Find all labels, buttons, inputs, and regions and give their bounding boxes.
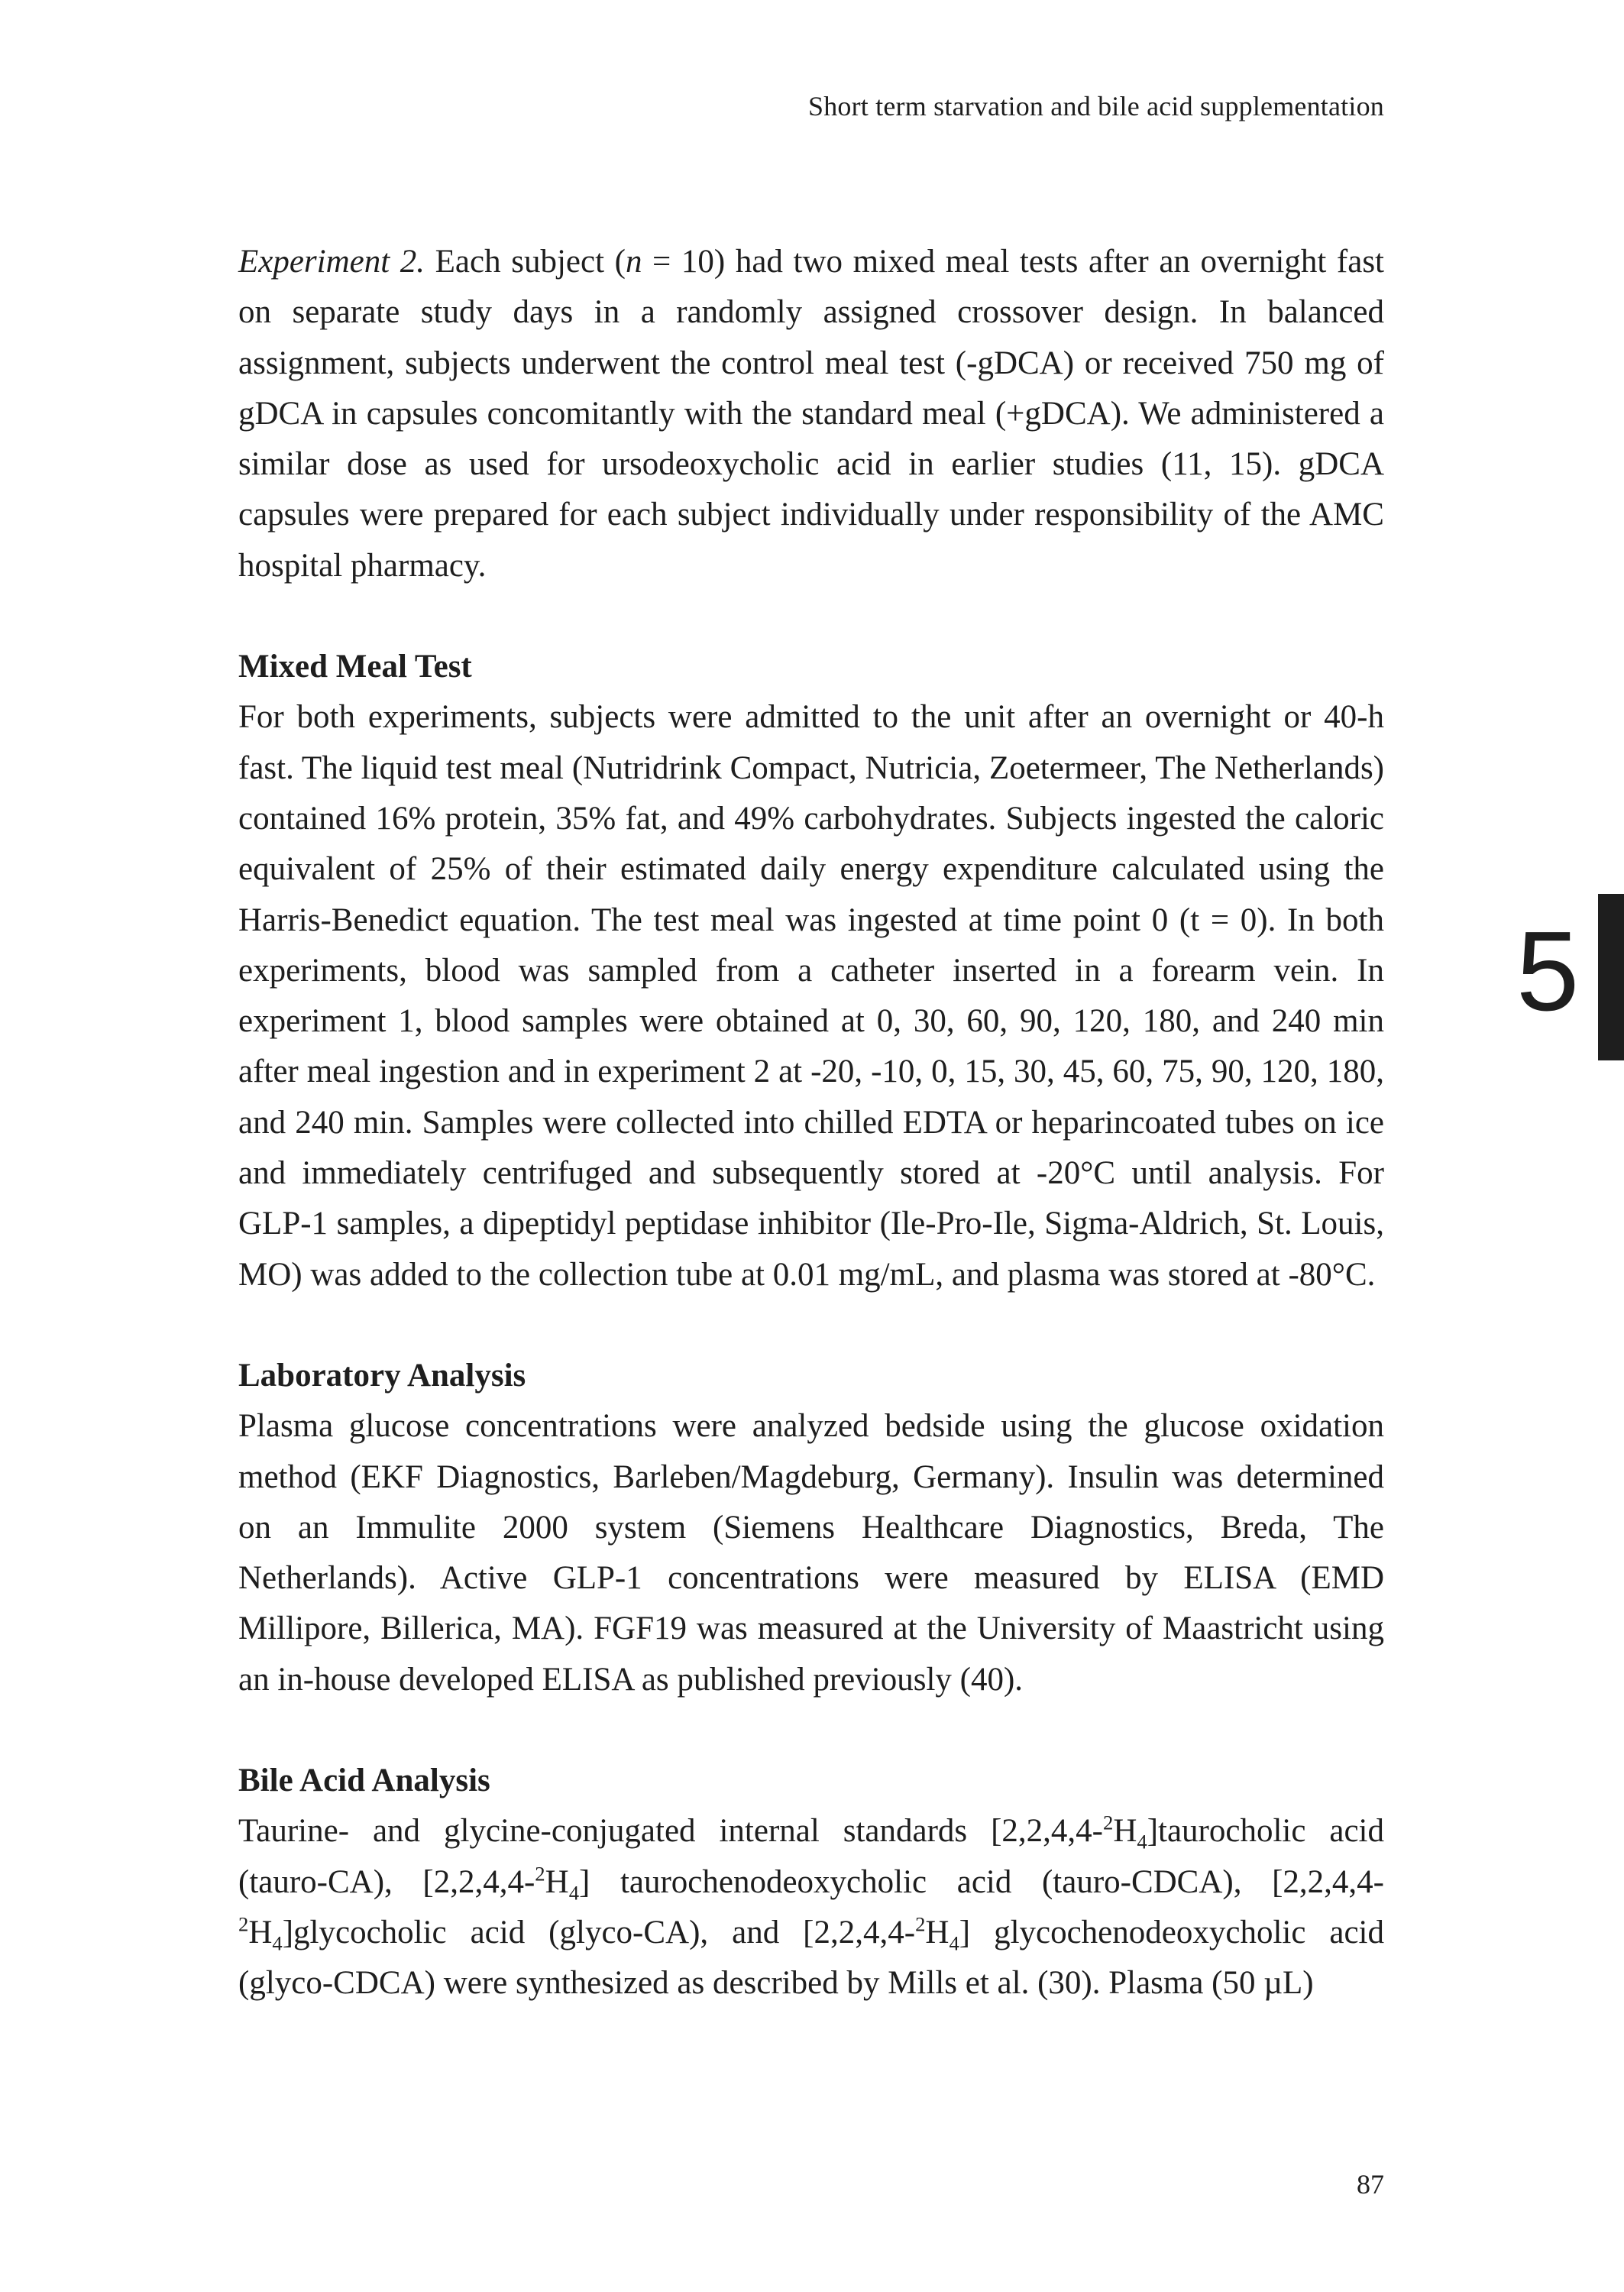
- experiment2-paragraph: [238, 237, 1384, 591]
- isotope-element: H: [248, 1914, 273, 1950]
- isotope-subscript: 4: [949, 1931, 959, 1955]
- isotope-subscript: 4: [1137, 1830, 1147, 1853]
- bile-acid-text-2: ]taurocholic acid (tauro-CA), [2,2,4,4-: [238, 1813, 1384, 1900]
- isotope-element: H: [545, 1863, 569, 1900]
- mixed-meal-heading: Mixed Meal Test: [238, 649, 472, 685]
- bile-acid-text-4: ]glycocholic acid (glyco-CA), and [2,2,4,4-: [282, 1914, 916, 1950]
- main-content: [238, 237, 1384, 2009]
- chapter-number: 5: [1516, 908, 1580, 1034]
- bile-acid-text-3: ] taurochenodeoxycholic acid (tauro-CDCA), [2,2,4,4-: [579, 1863, 1384, 1900]
- page-number: 87: [1357, 2169, 1384, 2200]
- isotope-superscript: 2: [238, 1912, 249, 1936]
- isotope-superscript: 2: [535, 1862, 545, 1886]
- isotope-element: H: [1113, 1813, 1137, 1850]
- isotope-superscript: 2: [915, 1912, 926, 1936]
- bile-acid-body: [238, 1806, 1384, 2009]
- chapter-tab-bar: [1598, 894, 1624, 1060]
- bile-acid-text-1: Taurine- and glycine-conjugated internal standards [2,2,4,4-: [238, 1813, 1103, 1850]
- experiment2-text-1: Each subject (: [425, 244, 626, 280]
- isotope-superscript: 2: [1102, 1811, 1114, 1834]
- experiment2-text-2: = 10) had two mixed meal tests after an overnight fast on separate study days in a randomly assigned crossover design. In balanced assignment, subjects underwent the control meal test (-gDCA) or received 750 mg of gDCA in capsules concomitantly with the standard meal (+gDCA). We administered a similar dose as used for ursodeoxycholic acid in earlier studies (11, 15). gDCA capsules were prepared for each subject individually under responsibility of the AMC hospital pharmacy.: [238, 244, 1385, 584]
- mixed-meal-body: For both experiments, subjects were admitted to the unit after an overnight or 40-h fast. The liquid test meal (Nutridrink Compact, Nutricia, Zoetermeer, The Netherlands) contained 16% protein, 35% fat, and 49% carbohydrates. Subjects ingested the caloric equivalent of 25% of their estimated daily energy expenditure calculated using the Harris-Benedict equation. The test meal was ingested at time point 0 (t = 0). In both experiments, blood was sampled from a catheter inserted in a forearm vein. In experiment 1, blood samples were obtained at 0, 30, 60, 90, 120, 180, and 240 min after meal ingestion and in experiment 2 at -20, -10, 0, 15, 30, 45, 60, 75, 90, 120, 180, and 240 min. Samples were collected into chilled EDTA or heparincoated tubes on ice and immediately centrifuged and subsequently stored at -20°C until analysis. For GLP-1 samples, a dipeptidyl peptidase inhibitor (Ile-Pro-Ile, Sigma-Aldrich, St. Louis, MO) was added to the collection tube at 0.01 mg/mL, and plasma was stored at -80°C.: [238, 699, 1384, 1293]
- running-title: Short term starvation and bile acid supplementation: [807, 91, 1384, 121]
- experiment2-label: Experiment 2.: [238, 244, 425, 280]
- isotope-subscript: 4: [568, 1881, 580, 1905]
- laboratory-body: Plasma glucose concentrations were analyzed bedside using the glucose oxidation method (EKF Diagnostics, Barleben/Magdeburg, Germany). Insulin was determined on an Immulite 2000 system (Siemens Healthcare Diagnostics, Breda, The Netherlands). Active GLP-1 concentrations were measured by ELISA (EMD Millipore, Billerica, MA). FGF19 was measured at the University of Maastricht using an in-house developed ELISA as published previously (40).: [238, 1408, 1384, 1698]
- bile-acid-text-5: ] glycochenodeoxycholic acid (glyco-CDCA) were synthesized as described by Mills et al. (30). Plasma (50 µL): [238, 1914, 1384, 2002]
- n-variable: n: [625, 244, 642, 280]
- isotope-element: H: [925, 1914, 949, 1950]
- isotope-subscript: 4: [272, 1931, 283, 1955]
- laboratory-heading: Laboratory Analysis: [238, 1357, 526, 1394]
- bile-acid-heading: Bile Acid Analysis: [238, 1763, 490, 1799]
